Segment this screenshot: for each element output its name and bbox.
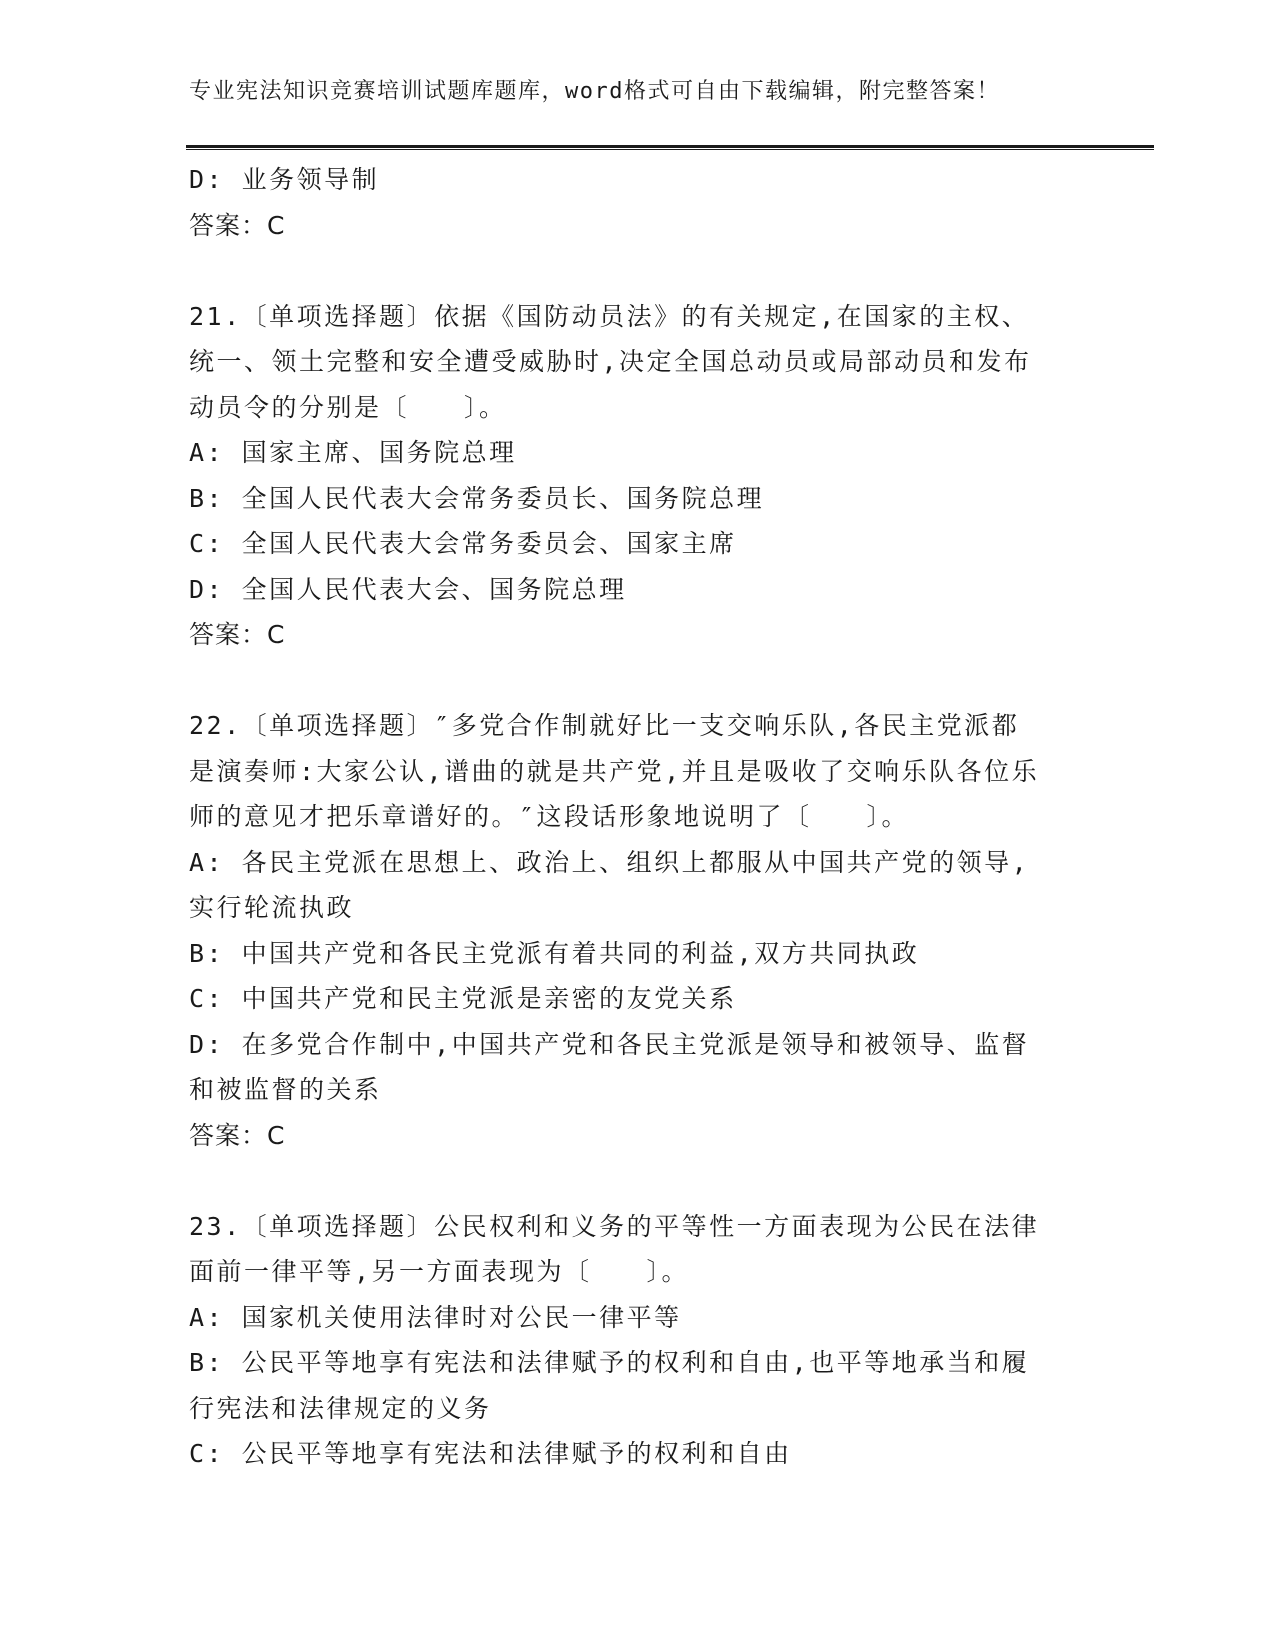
- option-line: C: 中国共产党和民主党派是亲密的友党关系: [189, 984, 737, 1013]
- option-line: D: 全国人民代表大会、国务院总理: [189, 574, 627, 604]
- option-line: B: 公民平等地享有宪法和法律赋予的权利和自由,也平等地承当和履: [189, 1348, 1030, 1377]
- option-line: 和被监督的关系: [189, 1075, 382, 1104]
- page-header: 专业宪法知识竞赛培训试题库题库，word格式可自由下载编辑，附完整答案！: [189, 79, 1000, 104]
- question-line: 22.〔单项选择题〕″多党合作制就好比一支交响乐队,各民主党派都: [189, 711, 1020, 740]
- question-line: 23.〔单项选择题〕公民权利和义务的平等性一方面表现为公民在法律: [189, 1211, 1040, 1241]
- option-line: A: 国家主席、国务院总理: [189, 438, 517, 467]
- question-line: 是演奏师:大家公认,谱曲的就是共产党,并且是吸收了交响乐队各位乐: [189, 756, 1040, 786]
- question-line: 动员令的分别是〔 〕。: [189, 392, 507, 422]
- answer-line: 答案：C: [189, 620, 286, 649]
- option-line: C: 公民平等地享有宪法和法律赋予的权利和自由: [189, 1439, 792, 1468]
- option-line: C: 全国人民代表大会常务委员会、国家主席: [189, 529, 737, 558]
- question-line: 21.〔单项选择题〕依据《国防动员法》的有关规定,在国家的主权、: [189, 301, 1030, 331]
- spacer: [189, 658, 1089, 704]
- option-line: D: 业务领导制: [189, 165, 380, 194]
- option-line: 实行轮流执政: [189, 893, 355, 922]
- spacer: [189, 248, 1089, 294]
- option-line: A: 各民主党派在思想上、政治上、组织上都服从中国共产党的领导,: [189, 847, 1030, 877]
- header-divider: [186, 145, 1154, 150]
- option-line: B: 全国人民代表大会常务委员长、国务院总理: [189, 483, 765, 513]
- option-line: 行宪法和法律规定的义务: [189, 1393, 492, 1423]
- option-line: A: 国家机关使用法律时对公民一律平等: [189, 1302, 682, 1332]
- question-line: 师的意见才把乐章谱好的。″这段话形象地说明了〔 〕。: [189, 802, 910, 831]
- question-line: 面前一律平等,另一方面表现为〔 〕。: [189, 1257, 690, 1286]
- option-line: D: 在多党合作制中,中国共产党和各民主党派是领导和被领导、监督: [189, 1029, 1030, 1059]
- spacer: [189, 1158, 1089, 1204]
- answer-line: 答案：C: [189, 1120, 286, 1150]
- document-body: [189, 157, 1089, 1477]
- option-line: B: 中国共产党和各民主党派有着共同的利益,双方共同执政: [189, 938, 920, 968]
- question-line: 统一、领土完整和安全遭受威胁时,决定全国总动员或局部动员和发布: [189, 347, 1032, 376]
- answer-line: 答案：C: [189, 210, 286, 240]
